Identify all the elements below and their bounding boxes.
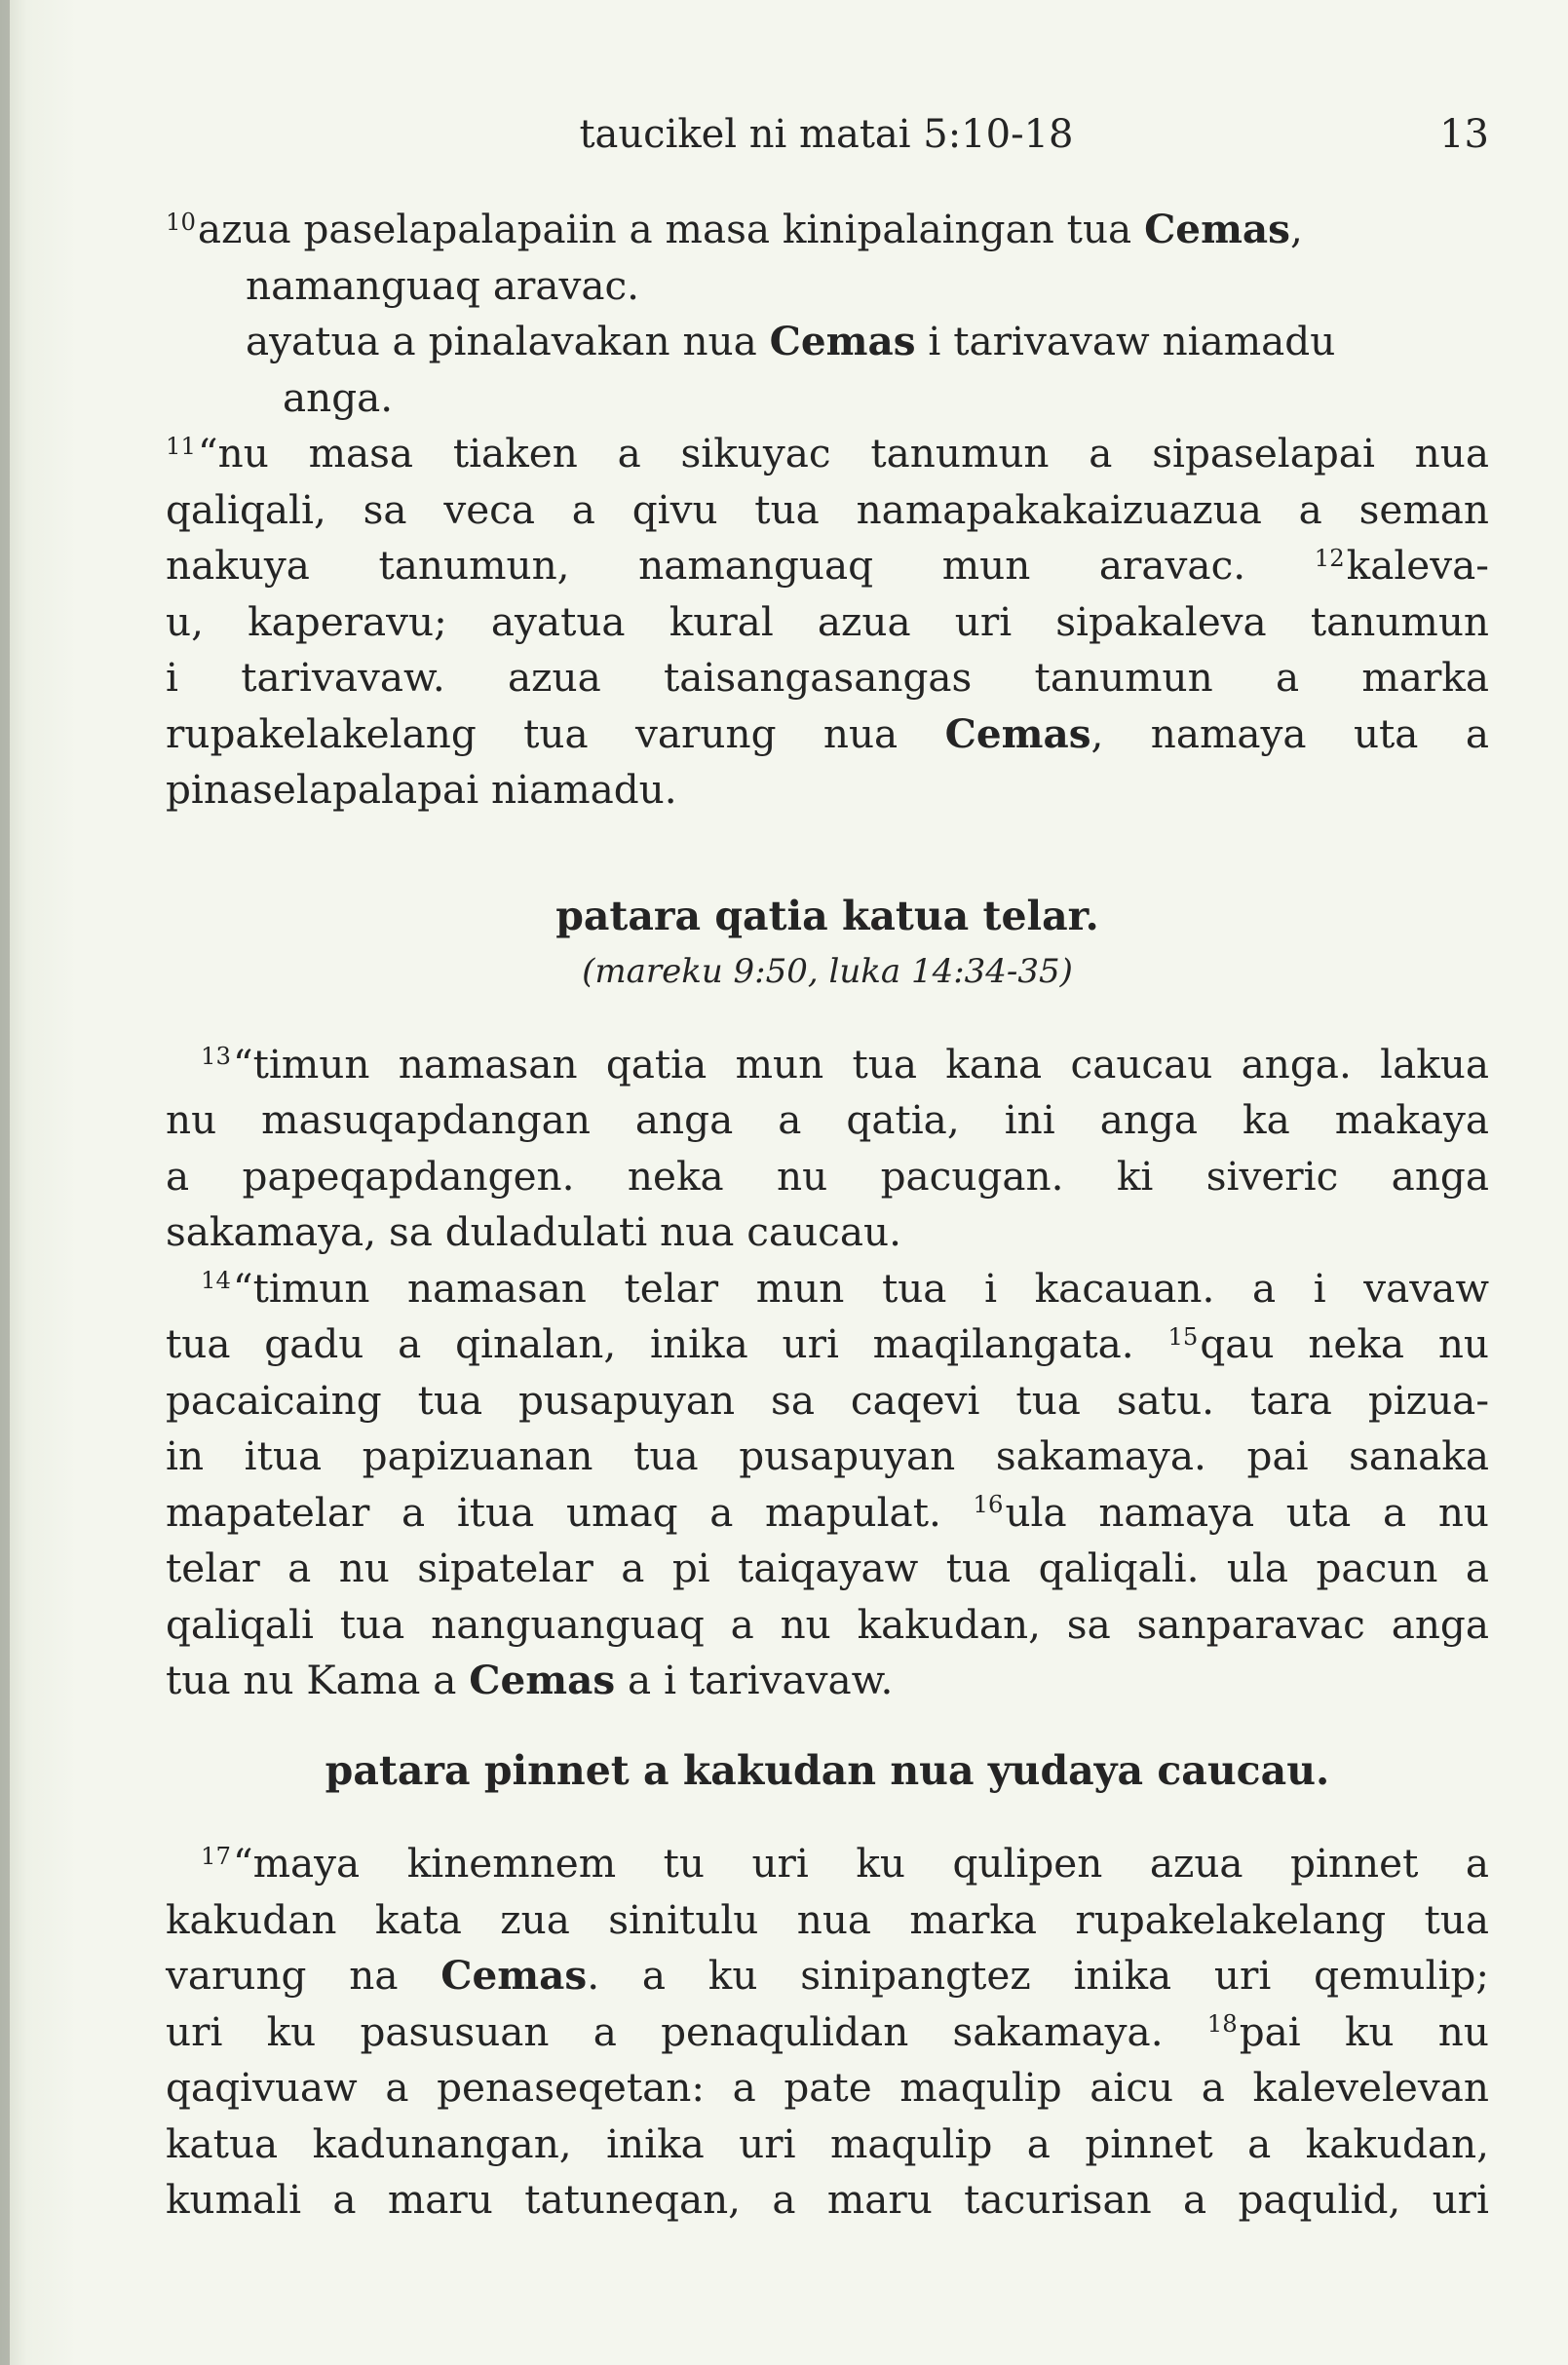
verse-line: u, kaperavu; ayatua kural azua uri sipakaleva tanumun bbox=[166, 597, 1489, 645]
verse-number: 18 bbox=[1206, 2009, 1238, 2039]
verse-number: 17 bbox=[201, 1841, 231, 1870]
verse-line: a papeqapdangen. neka nu pacugan. ki siveric anga bbox=[166, 1152, 1489, 1200]
section-gap bbox=[166, 1799, 1489, 1836]
verse-line: nakuya tanumun, namanguaq mun aravac. $^{12}$kaleva- bbox=[166, 542, 1489, 589]
verse-line: varung na Cemas. a ku sinipangtez inika uri qemulip; bbox=[166, 1952, 1489, 1999]
verse-line: sakamaya, sa duladulati nua caucau. bbox=[166, 1208, 901, 1255]
divine-name: Cemas bbox=[944, 709, 1091, 757]
verse-number: 10 bbox=[166, 207, 196, 236]
verse-number: 15 bbox=[1167, 1321, 1199, 1351]
verse-line: pinaselapalapai niamadu. bbox=[166, 766, 677, 813]
verse-line: qaliqali tua nanguanguaq a nu kakudan, sa sanparavac anga bbox=[166, 1600, 1489, 1648]
verse-number: 12 bbox=[1314, 543, 1345, 572]
verse-line: i tarivavaw. azua taisangasangas tanumun a marka bbox=[166, 654, 1489, 701]
running-title: taucikel ni matai 5:10-18 bbox=[579, 112, 1074, 157]
verse-line: $^{14}$“timun namasan telar mun tua i kacauan. a i vavaw bbox=[201, 1264, 1489, 1312]
verse-line: pacaicaing tua pusapuyan sa caqevi tua satu. tara pizua- bbox=[166, 1376, 1489, 1424]
verse-line: mapatelar a itua umaq a mapulat. $^{16}$ula namaya uta a nu bbox=[166, 1488, 1489, 1536]
verse-line: uri ku pasusuan a penaqulidan sakamaya. $^{18}$pai ku nu bbox=[166, 2007, 1489, 2055]
verse-line: anga. bbox=[283, 373, 394, 421]
section-gap bbox=[166, 1709, 1489, 1743]
page-number: 13 bbox=[1439, 112, 1489, 157]
verse-line: namanguaq aravac. bbox=[246, 261, 640, 309]
book-spine-shadow bbox=[0, 0, 10, 2365]
divine-name: Cemas bbox=[769, 318, 916, 364]
verse-line: $^{11}$“nu masa tiaken a sikuyac tanumun a sipaselapai nua bbox=[166, 430, 1489, 477]
verse-line: $^{17}$“maya kinemnem tu uri ku qulipen azua pinnet a bbox=[201, 1840, 1489, 1887]
verse-line: tua gadu a qinalan, inika uri maqilangata. $^{15}$qau neka nu bbox=[166, 1320, 1490, 1367]
verse-line: $^{10}$azua paselapalapaiin a masa kinipalaingan tua Cemas, bbox=[166, 206, 1303, 252]
section-heading: patara pinnet a kakudan nua yudaya caucau. bbox=[325, 1746, 1330, 1794]
divine-name: Cemas bbox=[440, 1952, 588, 1999]
verse-number: 16 bbox=[973, 1490, 1004, 1519]
verse-line: qaliqali, sa veca a qivu tua namapakakaizuazua a seman bbox=[166, 485, 1489, 533]
verse-line: kumali a maru tatuneqan, a maru tacurisan a paqulid, uri bbox=[166, 2176, 1489, 2223]
verse-line: qaqivuaw a penaseqetan: a pate maqulip aicu a kalevelevan bbox=[166, 2064, 1489, 2111]
section-gap bbox=[166, 819, 1489, 889]
divine-name: Cemas bbox=[469, 1657, 616, 1703]
running-header bbox=[164, 105, 1489, 164]
cross-reference: (mareku 9:50, luka 14:34-35) bbox=[582, 952, 1073, 991]
verse-line: $^{13}$“timun namasan qatia mun tua kana caucau anga. lakua bbox=[201, 1040, 1489, 1087]
body-text bbox=[166, 202, 1489, 2229]
verse-line: katua kadunangan, inika uri maqulip a pinnet a kakudan, bbox=[166, 2119, 1489, 2167]
verse-number: 11 bbox=[166, 431, 196, 460]
section-heading: patara qatia katua telar. bbox=[555, 892, 1099, 939]
divine-name: Cemas bbox=[1144, 206, 1290, 252]
verse-line: nu masuqapdangan anga a qatia, ini anga ka makaya bbox=[166, 1096, 1489, 1143]
verse-line: rupakelakelang tua varung nua Cemas, namaya uta a bbox=[166, 709, 1489, 757]
verse-number: 13 bbox=[201, 1042, 231, 1071]
verse-line: telar a nu sipatelar a pi taiqayaw tua qaliqali. ula pacun a bbox=[166, 1545, 1489, 1591]
verse-number: 14 bbox=[201, 1266, 231, 1295]
verse-line: in itua papizuanan tua pusapuyan sakamaya. pai sanaka bbox=[166, 1432, 1489, 1479]
verse-line: ayatua a pinalavakan nua Cemas i tarivavaw niamadu bbox=[246, 318, 1336, 364]
verse-line: tua nu Kama a Cemas a i tarivavaw. bbox=[166, 1657, 894, 1703]
verse-line: kakudan kata zua sinitulu nua marka rupakelakelang tua bbox=[166, 1895, 1489, 1943]
section-gap bbox=[166, 1001, 1489, 1037]
